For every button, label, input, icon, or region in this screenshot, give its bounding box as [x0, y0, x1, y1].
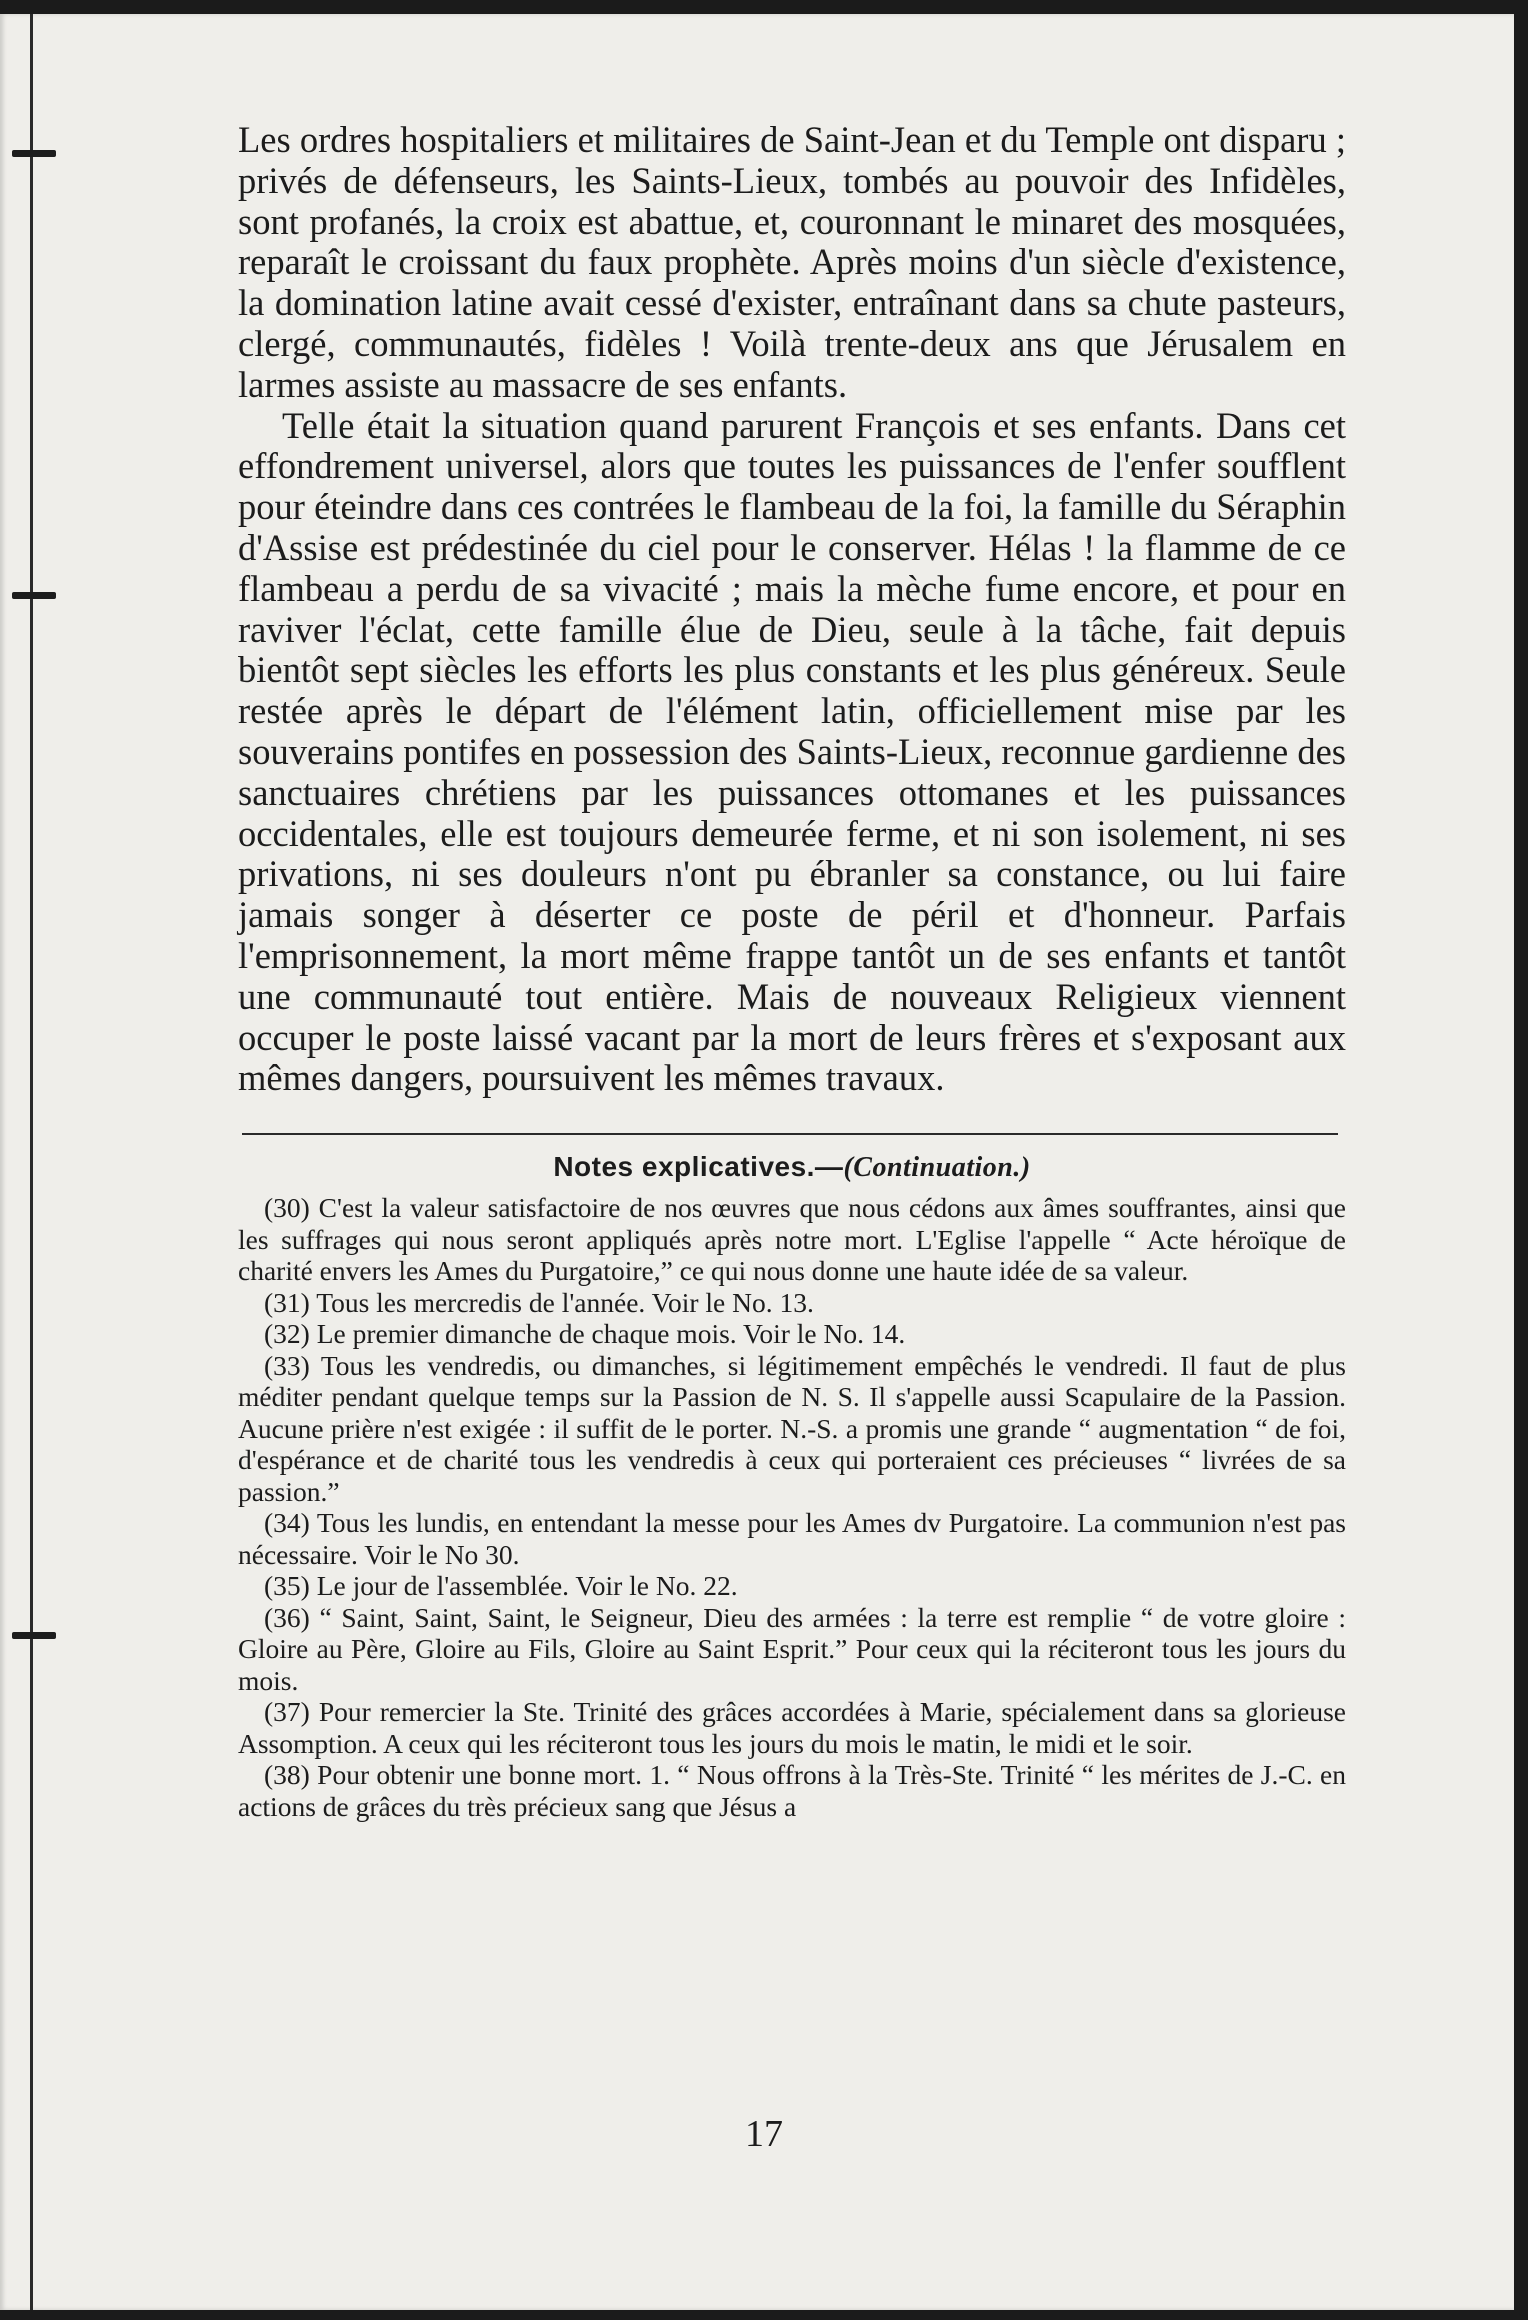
note-item: (32) Le premier dimanche de chaque mois. Voir le No. 14.	[264, 1318, 906, 1350]
binding-stitch	[12, 1632, 56, 1639]
note-item: (31) Tous les mercredis de l'année. Voir le No. 13.	[264, 1286, 814, 1318]
note-item: (36) “ Saint, Saint, Saint, le Seigneur, Dieu des armées : la terre est remplie “ de votre gloire : Gloire au Père, Gloire au Fils, Gloire au Saint Esprit.” Pour ceux qui la réciteront tous les jours du mois.	[238, 1601, 1346, 1696]
notes-continuation: (Continuation.)	[843, 1152, 1031, 1184]
notes-heading	[238, 1151, 1346, 1184]
notes-title: Notes explicatives.—	[553, 1151, 844, 1183]
note-item: (35) Le jour de l'assemblée. Voir le No. 22.	[264, 1570, 738, 1602]
note-item: (30) C'est la valeur satisfactoire de nos œuvres que nous cédons aux âmes souffrantes, ainsi que les suffrages qui nous seront appliqués après notre mort. L'Eglise l'appelle “ Acte héroïque de charité envers les Ames du Purgatoire,” ce qui nous donne une haute idée de sa valeur.	[238, 1192, 1346, 1287]
page-number: 17	[745, 2113, 783, 2155]
binding-stitch	[12, 150, 56, 157]
note-item: (33) Tous les vendredis, ou dimanches, si légitimement empêchés le vendredi. Il faut de plus méditer pendant quelque temps sur la Passion de N. S. Il s'appelle aussi Scapulaire de la Passion. Aucune prière n'est exigée : il suffit de le porter. N.-S. a promis une grande “ augmentation “ de foi, d'espérance et de charité tous les vendredis à ceux qui porteraient ces précieuses “ livrées de sa passion.”	[238, 1349, 1346, 1507]
page-content	[238, 120, 1346, 1822]
paragraph: Les ordres hospitaliers et militaires de Saint-Jean et du Temple ont disparu ; privés de défenseurs, les Saints-Lieux, tombés au pouvoir des Infidèles, sont profanés, la croix est abattue, et, couronnant le minaret des mosquées, reparaît le croissant du faux prophète. Après moins d'un siècle d'existence, la domination latine avait cessé d'exister, entraînant dans sa chute pasteurs, clergé, communautés, fidèles ! Voilà trente-deux ans que Jérusalem en larmes assiste au massacre de ses enfants.	[238, 119, 1346, 405]
main-text	[238, 120, 1346, 1099]
paragraph: Telle était la situation quand parurent François et ses enfants. Dans cet effondrement universel, alors que toutes les puissances de l'enfer soufflent pour éteindre dans ces contrées le flambeau de la foi, la famille du Séraphin d'Assise est prédestinée du ciel pour le conserver. Hélas ! la flamme de ce flambeau a perdu de sa vivacité ; mais la mèche fume encore, et pour en raviver l'éclat, cette famille élue de Dieu, seule à la tâche, fait depuis bientôt sept siècles les efforts les plus constants et les plus généreux. Seule restée après le départ de l'élément latin, officiellement mise par les souverains pontifes en possession des Saints-Lieux, reconnue gardienne des sanctuaires chrétiens par les puissances ottomanes et les puissances occidentales, elle est toujours demeurée ferme, et ni son isolement, ni ses privations, ni ses douleurs n'ont pu ébranler sa constance, ou lui faire jamais songer à déserter ce poste de péril et d'honneur. Parfais l'emprisonnement, la mort même frappe tantôt un de ses enfants et tantôt une communauté tout entière. Mais de nouveaux Religieux viennent occuper le poste laissé vacant par la mort de leurs frères et s'exposant aux mêmes dangers, poursuivent les mêmes travaux.	[238, 404, 1346, 1099]
section-divider	[242, 1133, 1338, 1135]
binding-stitch	[12, 592, 56, 599]
note-item: (38) Pour obtenir une bonne mort. 1. “ Nous offrons à la Très-Ste. Trinité “ les mérites de J.-C. en actions de grâces du très précieux sang que Jésus a	[238, 1759, 1346, 1822]
binding-spine	[30, 14, 33, 2310]
note-item: (37) Pour remercier la Ste. Trinité des grâces accordées à Marie, spécialement dans sa glorieuse Assomption. A ceux qui les réciteront tous les jours du mois le matin, le midi et le soir.	[238, 1696, 1346, 1759]
note-item: (34) Tous les lundis, en entendant la messe pour les Ames dv Purgatoire. La communion n'est pas nécessaire. Voir le No 30.	[238, 1507, 1346, 1570]
notes-list	[238, 1192, 1346, 1822]
